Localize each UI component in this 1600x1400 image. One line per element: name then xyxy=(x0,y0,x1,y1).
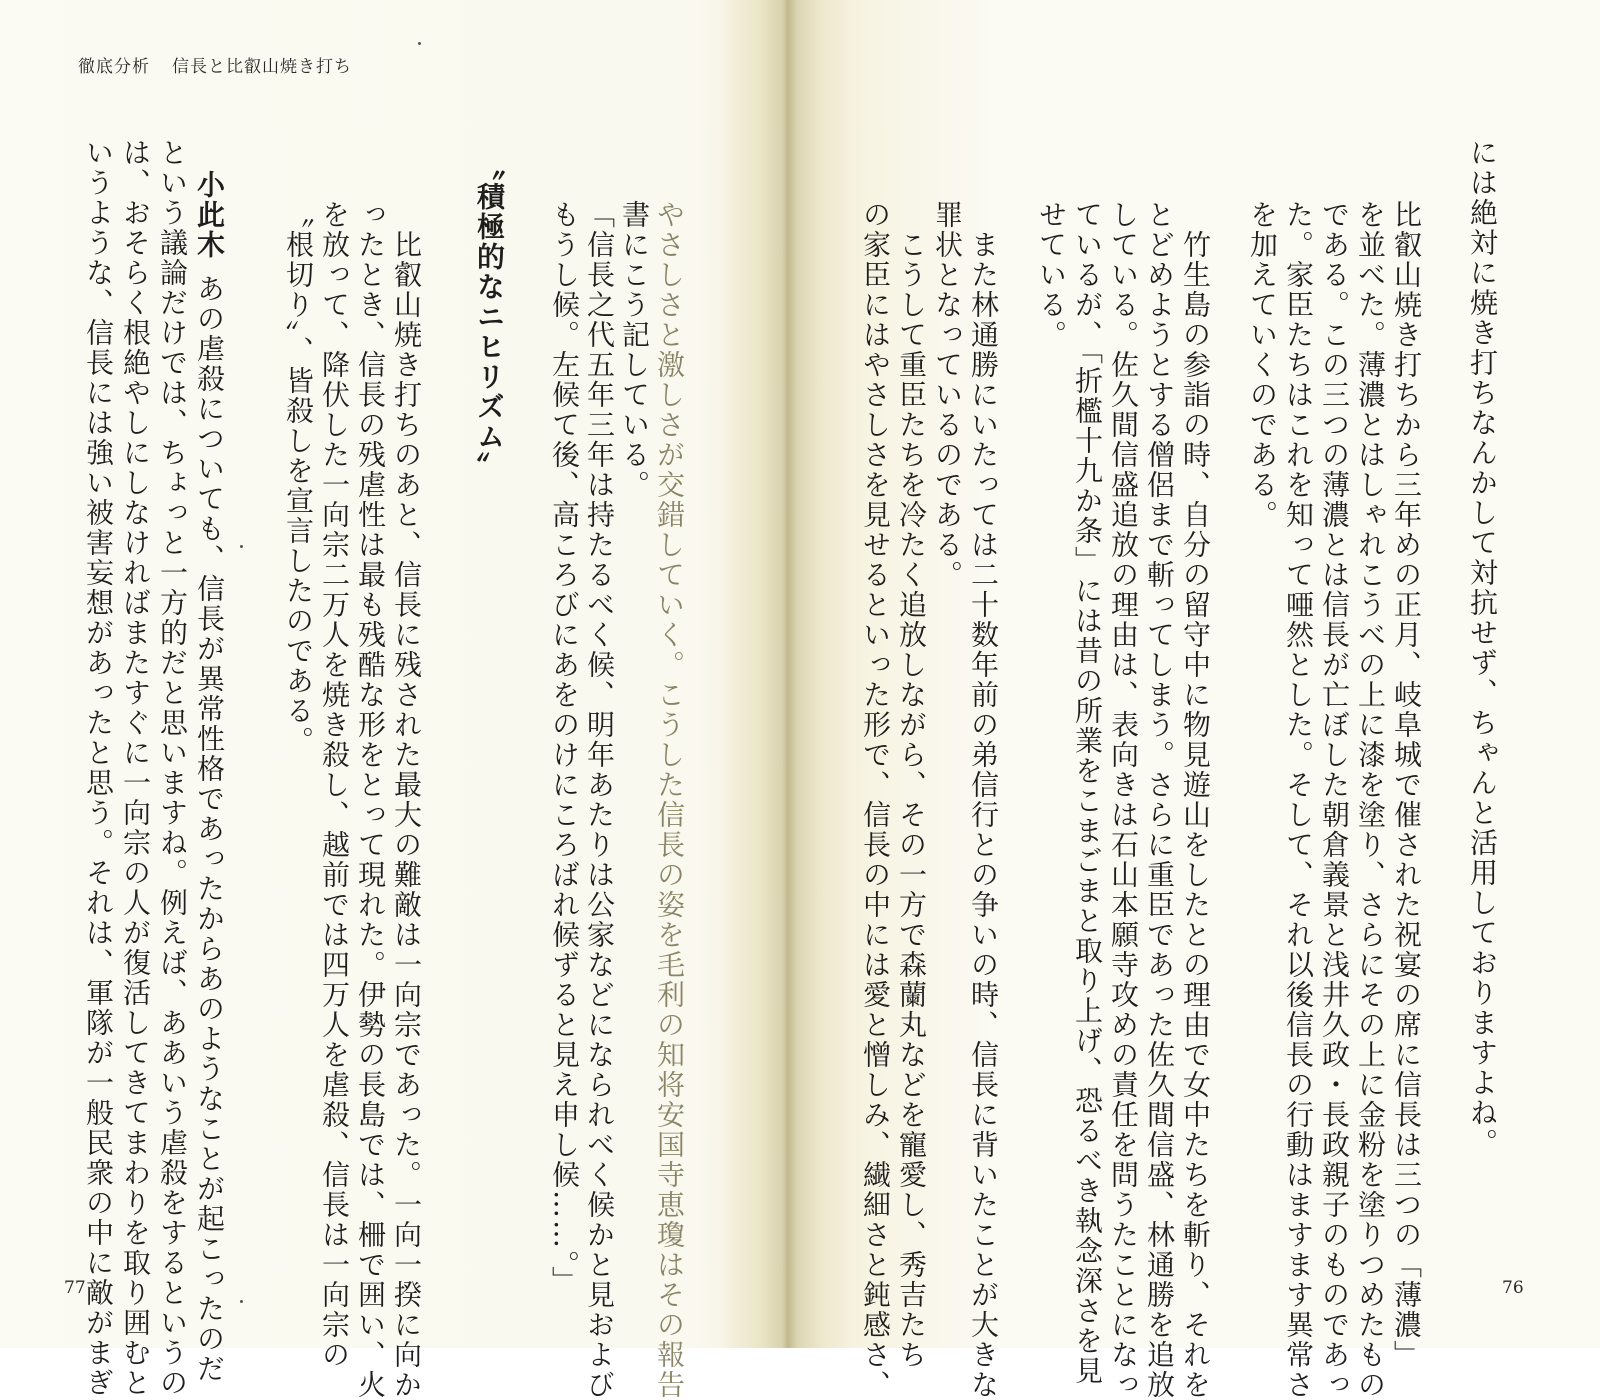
text-line: 比叡山焼き打ちのあと、信長に残された最大の難敵は一向宗であった。一向一揆に向か xyxy=(390,230,423,1400)
text-line: もうし候。左候て後、高ころびにあをのけにころばれ候ずると見え申し候……。」 xyxy=(548,200,581,1296)
page-number-left: 77 xyxy=(64,1278,86,1298)
scan-speck xyxy=(240,545,243,548)
text-line: 〝根切り〟、皆殺しを宣言したのである。 xyxy=(282,200,315,756)
text-line: を並べた。薄濃とはしゃれこうべの上に漆を塗り、さらにその上に金粉を塗りつめたもの xyxy=(1354,200,1387,1400)
text-line: いうような、信長には強い被害妄想があったと思う。それは、軍隊が一般民衆の中に敵がまぎ xyxy=(82,138,115,1398)
text-line: という議論だけでは、ちょっと一方的だと思いますね。例えば、ああいう虐殺をするというの xyxy=(156,138,189,1398)
book-gutter xyxy=(720,0,850,1348)
text-line: は、おそらく根絶やしにしなければまたすぐに一向宗の人が復活してきてまわりを取り囲むと xyxy=(119,138,152,1398)
text-line: を加えていくのである。 xyxy=(1246,200,1279,530)
dialogue-text: あの虐殺についても、信長が異常性格であったからあのようなことが起こったのだ xyxy=(193,274,226,1384)
scan-speck xyxy=(240,1300,243,1303)
text-line: 罪状となっているのである。 xyxy=(931,200,964,590)
dialogue-line xyxy=(193,170,226,1384)
page-number-right: 76 xyxy=(1502,1278,1524,1298)
section-heading: 〝積極的なニヒリズム〟 xyxy=(473,152,506,482)
text-line: の家臣にはやさしさを見せるといった形で、信長の中には愛と憎しみ、繊細さと鈍感さ、 xyxy=(859,200,892,1400)
text-line: である。この三つの薄濃とは信長が亡ぼした朝倉義景と浅井久政・長政親子のものであっ xyxy=(1318,200,1351,1400)
text-line: ったとき、信長の残虐性は最も残酷な形をとって現れた。伊勢の長島では、柵で囲い、火 xyxy=(354,200,387,1400)
text-line: を放って、降伏した一向宗二万人を焼き殺し、越前では四万人を虐殺、信長は一向宗の xyxy=(318,200,351,1370)
text-line: 竹生島の参詣の時、自分の留守中に物見遊山をしたとの理由で女中たちを斬り、それを xyxy=(1179,230,1212,1400)
running-head-title: 徹底分析 xyxy=(78,57,150,77)
text-line: とどめようとする僧侶まで斬ってしまう。さらに重臣であった佐久間信盛、林通勝を追放 xyxy=(1143,200,1176,1400)
running-head-subtitle: 信長と比叡山焼き打ち xyxy=(172,57,352,77)
text-line: やさしさと激しさが交錯していく。こうした信長の姿を毛利の知将安国寺恵瓊はその報告 xyxy=(653,200,686,1400)
text-line: また林通勝にいたっては二十数年前の弟信行との争いの時、信長に背いたことが大きな xyxy=(967,230,1000,1400)
text-line: ているが、「折檻十九か条」には昔の所業をこまごまと取り上げ、恐るべき執念深さを見 xyxy=(1071,200,1104,1386)
scan-speck xyxy=(418,42,421,45)
text-line: せている。 xyxy=(1035,200,1068,350)
text-line: 比叡山焼き打ちから三年めの正月、岐阜城で催された祝宴の席に信長は三つの「薄濃」 xyxy=(1390,200,1423,1370)
speaker-name: 小此木 xyxy=(193,170,226,260)
text-line: している。佐久間信盛追放の理由は、表向きは石山本願寺攻めの責任を問うたことになっ xyxy=(1107,200,1140,1400)
text-line: た。家臣たちはこれを知って唖然とした。そして、それ以後信長の行動はますます異常さ xyxy=(1282,200,1315,1400)
text-line: 書にこう記している。 xyxy=(618,200,651,500)
text-line: こうして重臣たちを冷たく追放しながら、その一方で森蘭丸などを寵愛し、秀吉たち xyxy=(895,230,928,1370)
text-line: 「信長之代五年三年は持たるべく候、明年あたりは公家などになられべく候かと見および xyxy=(583,200,616,1400)
running-head xyxy=(78,52,352,77)
text-line: には絶対に焼き打ちなんかして対抗せず、ちゃんと活用しておりますよね。 xyxy=(1466,138,1499,1158)
